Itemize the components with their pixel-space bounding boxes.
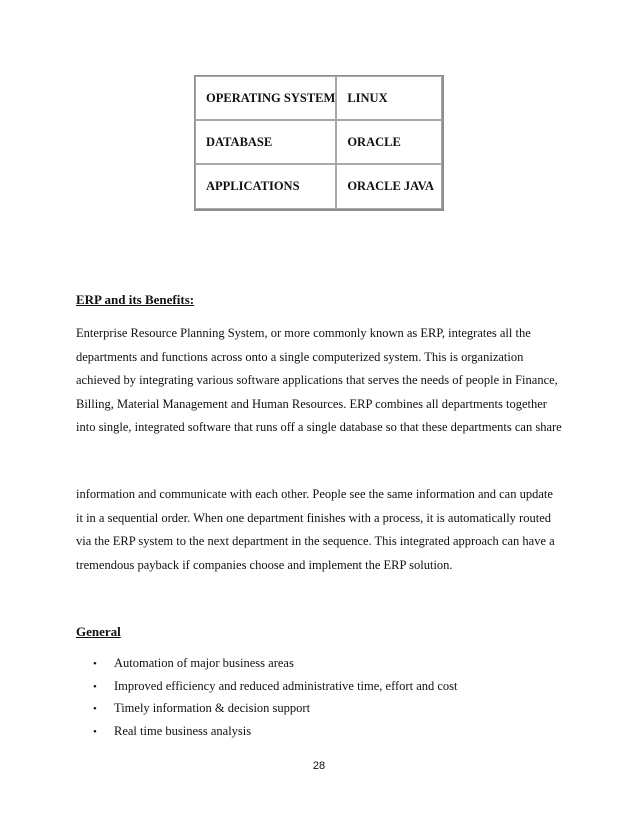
paragraph-line: information and communicate with each other. People see the same information and can update [76, 487, 553, 501]
erp-paragraph-2 [76, 483, 566, 577]
erp-benefits-heading: ERP and its Benefits: [76, 292, 195, 307]
spec-value: LINUX [336, 76, 442, 120]
list-item-text: Automation of major business areas [114, 656, 294, 670]
erp-paragraph-1 [76, 322, 566, 440]
paragraph-line: Billing, Material Management and Human Resources. ERP combines all departments together [76, 396, 547, 411]
list-item-text: Timely information & decision support [114, 701, 311, 715]
bullet-icon: • [93, 703, 97, 715]
table-row [195, 164, 442, 209]
paragraph-line: achieved by integrating various software applications that serves the needs of people in Finance, [76, 373, 558, 387]
list-item [93, 652, 458, 675]
spec-key: DATABASE [195, 120, 336, 164]
general-heading: General [76, 624, 121, 639]
list-item [93, 697, 458, 720]
paragraph-line: tremendous payback if companies choose and implement the ERP solution. [76, 557, 453, 572]
paragraph-line: it in a sequential order. When one department finishes with a process, it is automatically routed [76, 510, 551, 525]
table-row [195, 76, 442, 120]
paragraph-line: via the ERP system to the next department in the sequence. This integrated approach can have a [76, 534, 555, 548]
bullet-icon: • [93, 725, 97, 738]
paragraph-line: Enterprise Resource Planning System, or more commonly known as ERP, integrates all the [76, 326, 531, 340]
general-benefits-list [93, 652, 458, 742]
list-item-text: Real time business analysis [114, 723, 252, 738]
bullet-icon: • [93, 680, 97, 693]
spec-value: ORACLE [336, 120, 442, 164]
bullet-icon: • [93, 658, 97, 670]
table-row [195, 120, 442, 164]
page-number: 28 [312, 760, 326, 772]
list-item-text: Improved efficiency and reduced administrative time, effort and cost [114, 678, 458, 693]
list-item [93, 675, 458, 698]
paragraph-line: departments and functions across onto a single computerized system. This is organization [76, 349, 524, 364]
spec-value: ORACLE JAVA [336, 164, 442, 209]
list-item [93, 720, 458, 743]
spec-key: OPERATING SYSTEM [195, 76, 336, 120]
system-spec-table [194, 75, 444, 211]
paragraph-line: into single, integrated software that runs off a single database so that these departments can share [76, 420, 562, 434]
spec-key: APPLICATIONS [195, 164, 336, 209]
